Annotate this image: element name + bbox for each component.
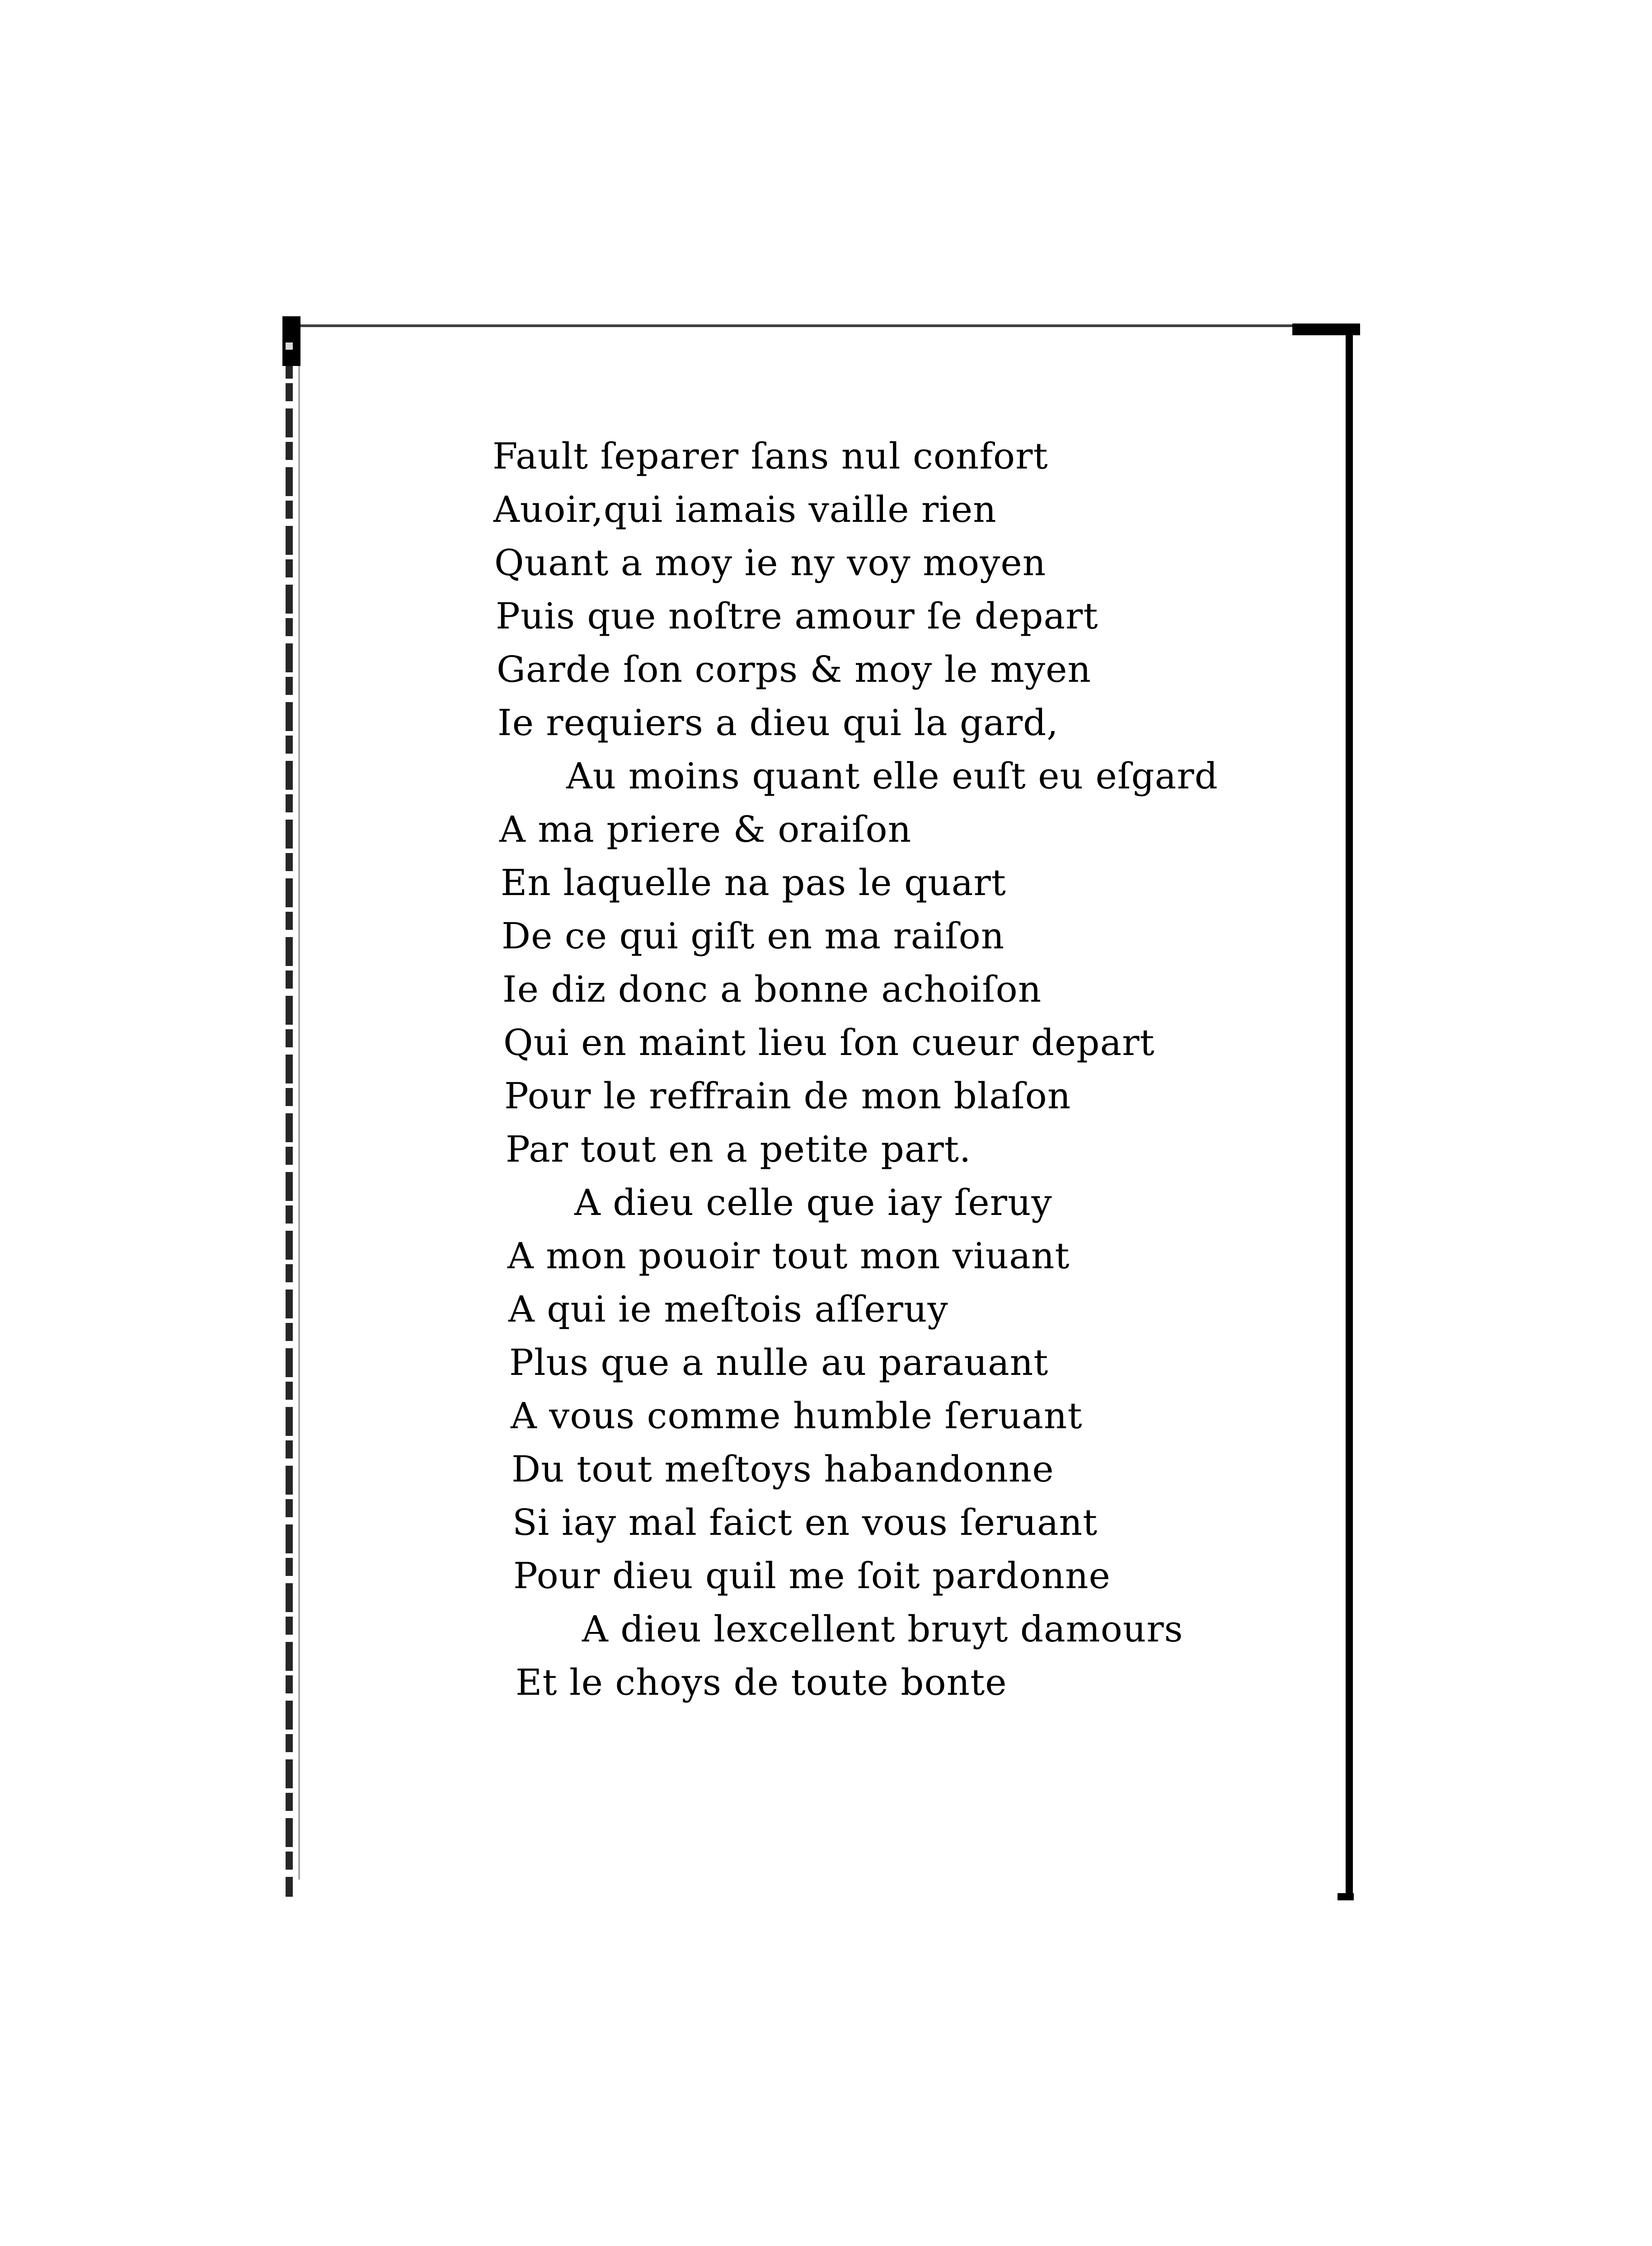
verse-line: Quant a moy ie ny voy moyen [494,542,1047,584]
verse-line: A dieu lexcellent bruyt damours [582,1608,1183,1650]
verse-line: Qui en maint lieu ſon cueur depart [503,1022,1155,1064]
top-page-edge [289,324,1356,327]
verse-line: Si iay mal faict en vous ſeruant [512,1501,1098,1543]
verse-line: Ie diz donc a bonne achoiſon [502,968,1042,1010]
verse-line: Ie requiers a dieu qui la gard, [497,702,1059,744]
verse-line: De ce qui giſt en ma raiſon [502,915,1005,957]
verse-line: Par tout en a petite part. [506,1128,971,1170]
verse-line: En laquelle na pas le quart [501,862,1006,904]
verse-line: A ma priere & oraiſon [499,808,912,850]
verse-line: Puis que noſtre amour ſe depart [496,595,1098,637]
verse-line: Auoir,qui iamais vaille rien [493,488,997,530]
verse-line: Pour dieu quil me ſoit pardonne [513,1555,1111,1597]
verse-line: Garde ſon corps & moy le myen [497,648,1092,690]
verse-line: Pour le reffrain de mon blaſon [504,1075,1071,1117]
right-page-edge [1346,334,1353,1898]
verse-line: Fault ſeparer ſans nul confort [493,435,1048,477]
verse-line: Plus que a nulle au parauant [509,1341,1049,1383]
verse-line: A dieu celle que iay ſeruy [574,1182,1052,1224]
verse-line: Du tout meſtoys habandonne [512,1448,1054,1490]
top-right-edge-mark [1292,324,1360,335]
verse-line: Et le choys de toute bonte [516,1661,1007,1703]
left-gutter-shadow [298,343,300,1880]
verse-line: Au moins quant elle euſt eu eſgard [566,755,1218,797]
right-edge-foot [1338,1893,1354,1900]
left-page-edge [286,324,293,1897]
verse-line: A vous comme humble ſeruant [511,1395,1083,1437]
verse-line: A mon pouoir tout mon viuant [507,1235,1070,1277]
verse-line: A qui ie meſtois aſſeruy [508,1288,948,1330]
